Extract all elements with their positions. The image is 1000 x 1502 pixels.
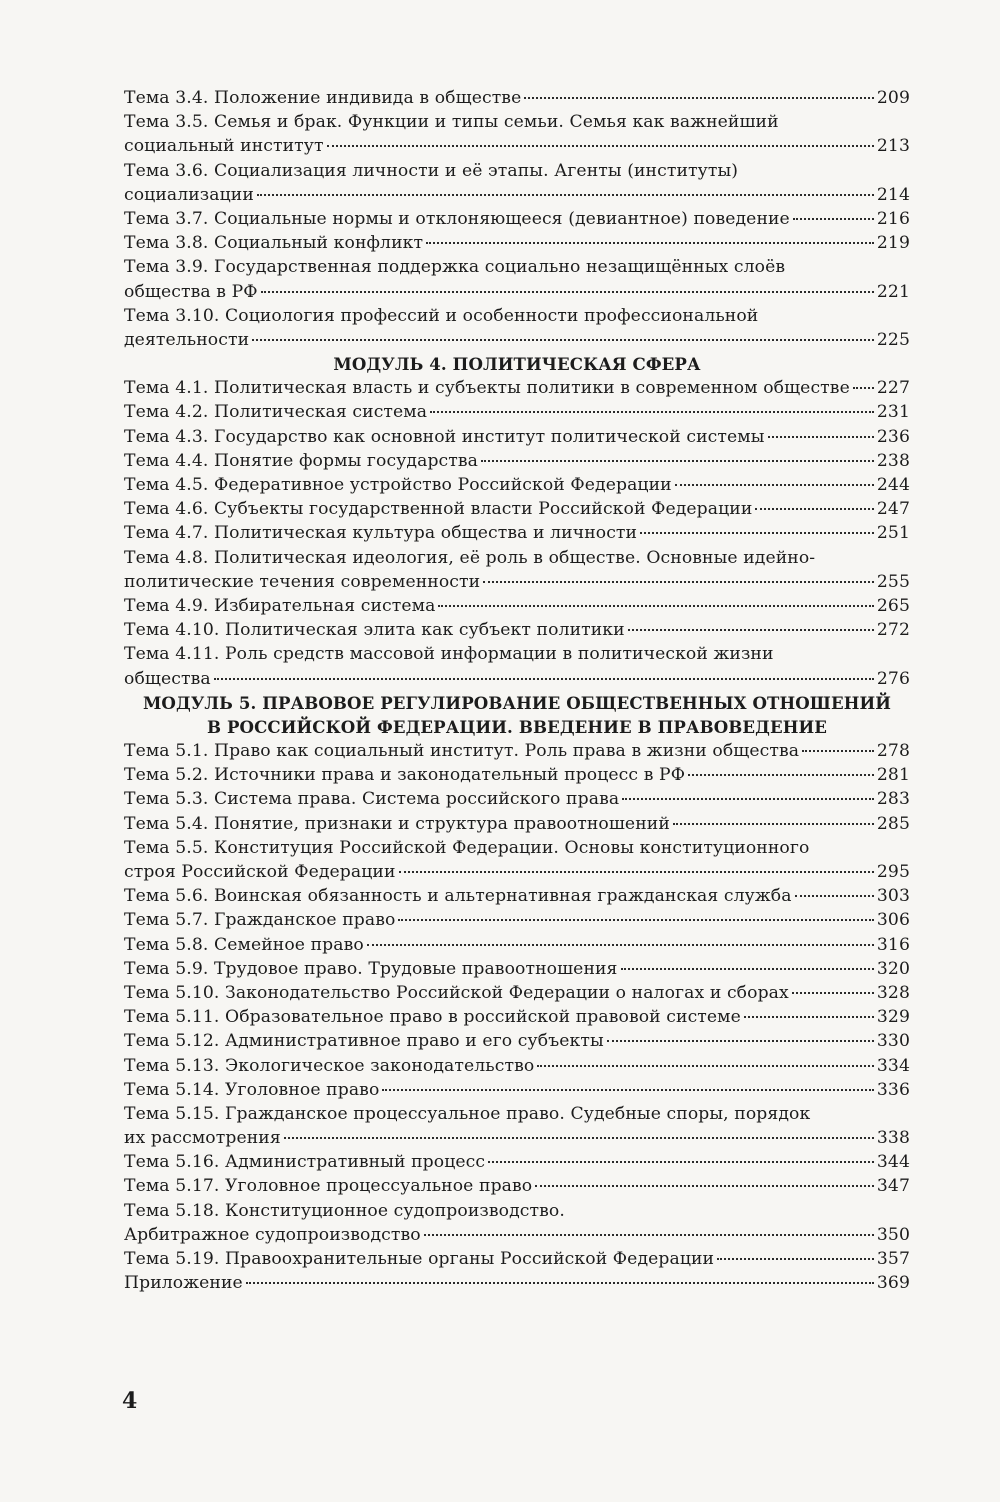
- toc-entry-title: Тема 3.7. Социальные нормы и отклоняющееся (девиантное) поведение: [124, 208, 790, 229]
- toc-entry: [124, 739, 910, 763]
- toc-entry-title: политические течения современности: [124, 571, 481, 592]
- toc-entry-title: Тема 4.6. Субъекты государственной власти Российской Федерации: [124, 499, 753, 520]
- toc-entry: [124, 594, 910, 618]
- toc-entry-line: Тема 3.6. Социализация личности и её этапы. Агенты (институты): [124, 160, 739, 181]
- toc-entry-page: 369: [876, 1273, 910, 1294]
- toc-entry-title: Тема 4.3. Государство как основной институт политической системы: [124, 426, 765, 447]
- dot-leader: [793, 218, 874, 220]
- dot-leader: [755, 508, 874, 510]
- toc-entry-page: 236: [876, 426, 910, 447]
- toc-entry: [124, 787, 910, 811]
- toc-entry: [124, 134, 910, 158]
- dot-leader: [284, 1137, 874, 1139]
- toc-entry: [124, 1150, 910, 1174]
- toc-entry-title: Тема 5.2. Источники права и законодательный процесс в РФ: [124, 765, 686, 786]
- dot-leader: [535, 1185, 874, 1187]
- toc-entry: [124, 1223, 910, 1247]
- toc-entry: [124, 933, 910, 957]
- toc-entry: [124, 449, 910, 473]
- toc-entry-page: 219: [876, 233, 910, 254]
- dot-leader: [261, 291, 874, 293]
- dot-leader: [382, 1089, 873, 1091]
- toc-entry-title: Тема 4.7. Политическая культура общества и личности: [124, 523, 638, 544]
- dot-leader: [675, 484, 874, 486]
- toc-entry: [124, 207, 910, 231]
- toc-entry-title: деятельности: [124, 329, 250, 350]
- toc-entry: [124, 860, 910, 884]
- toc-entry: [124, 981, 910, 1005]
- toc-entry-title: Арбитражное судопроизводство: [124, 1224, 421, 1245]
- toc-entry: [124, 908, 910, 932]
- dot-leader: [621, 968, 874, 970]
- dot-leader: [673, 823, 874, 825]
- toc-entry-title: Тема 5.9. Трудовое право. Трудовые правоотношения: [124, 958, 618, 979]
- toc-entry: [124, 618, 910, 642]
- dot-leader: [398, 919, 873, 921]
- toc-entry: [124, 1126, 910, 1150]
- toc-entry-page: 350: [876, 1224, 910, 1245]
- dot-leader: [802, 750, 874, 752]
- toc-entry-page: 216: [876, 208, 910, 229]
- table-of-contents: [124, 86, 910, 1295]
- toc-entry-title: Тема 4.1. Политическая власть и субъекты политики в современном обществе: [124, 378, 850, 399]
- toc-entry-title: Тема 4.10. Политическая элита как субъект политики: [124, 620, 625, 641]
- dot-leader: [688, 774, 874, 776]
- toc-entry-page: 295: [876, 862, 910, 882]
- toc-entry: [124, 667, 910, 691]
- toc-entry-page: 272: [876, 620, 910, 641]
- dot-leader: [537, 1065, 874, 1067]
- toc-entry: [124, 763, 910, 787]
- dot-leader: [424, 1234, 874, 1236]
- toc-entry-title: Тема 4.2. Политическая система: [124, 402, 428, 423]
- toc-entry-page: 244: [876, 475, 910, 495]
- toc-entry: [124, 425, 910, 449]
- toc-entry-page: 213: [876, 136, 910, 157]
- toc-entry-line: Тема 4.8. Политическая идеология, её роль в обществе. Основные идейно-: [124, 547, 816, 568]
- toc-entry: [124, 1054, 910, 1078]
- toc-entry: [124, 376, 910, 400]
- toc-entry-title: Тема 5.10. Законодательство Российской Федерации о налогах и сборах: [124, 982, 789, 1003]
- toc-entry-title: их рассмотрения: [124, 1128, 281, 1149]
- dot-leader: [792, 992, 874, 994]
- dot-leader: [481, 460, 874, 462]
- toc-entry: [124, 521, 910, 545]
- toc-entry-page: 214: [876, 184, 910, 205]
- toc-entry-page: 238: [876, 450, 910, 471]
- toc-entry-page: 306: [876, 910, 910, 931]
- toc-entry: [124, 570, 910, 594]
- toc-entry-title: социализации: [124, 184, 254, 205]
- toc-entry-title: общества: [124, 668, 211, 689]
- toc-entry-page: 221: [876, 281, 910, 302]
- dot-leader: [768, 436, 874, 438]
- dot-leader: [483, 581, 874, 583]
- toc-entry-title: Тема 5.6. Воинская обязанность и альтернативная гражданская служба: [124, 886, 792, 907]
- toc-entry-page: 251: [876, 523, 910, 544]
- toc-entry-title: Тема 5.3. Система права. Система российского права: [124, 789, 620, 810]
- toc-entry-title: Тема 5.4. Понятие, признаки и структура правоотношений: [124, 813, 670, 834]
- toc-entry-page: 334: [876, 1055, 910, 1076]
- toc-entry-page: 283: [876, 789, 910, 810]
- toc-entry: [124, 328, 910, 352]
- toc-entry-title: Тема 5.12. Административное право и его субъекты: [124, 1031, 604, 1052]
- toc-entry-title: Тема 3.4. Положение индивида в обществе: [124, 88, 522, 108]
- toc-entry-page: 281: [876, 765, 910, 786]
- toc-entry-page: 357: [876, 1249, 910, 1269]
- dot-leader: [214, 678, 874, 680]
- toc-entry-title: Тема 5.19. Правоохранительные органы Российской Федерации: [124, 1249, 715, 1269]
- dot-leader: [622, 798, 874, 800]
- toc-entry-page: 338: [876, 1128, 910, 1149]
- toc-entry-page: 285: [876, 813, 910, 834]
- dot-leader: [430, 411, 874, 413]
- toc-entry: [124, 1174, 910, 1198]
- toc-entry-page: 247: [876, 499, 910, 520]
- dot-leader: [438, 605, 873, 607]
- toc-entry-page: 320: [876, 958, 910, 979]
- dot-leader: [795, 895, 874, 897]
- toc-entry-page: 227: [876, 378, 910, 399]
- toc-entry: [124, 1247, 910, 1271]
- toc-entry-title: Тема 4.5. Федеративное устройство Российской Федерации: [124, 475, 672, 495]
- toc-entry: [124, 473, 910, 497]
- toc-entry-line: Тема 5.15. Гражданское процессуальное право. Судебные споры, порядок: [124, 1103, 811, 1124]
- module-heading: МОДУЛЬ 4. ПОЛИТИЧЕСКАЯ СФЕРА: [333, 354, 701, 375]
- dot-leader: [327, 145, 874, 147]
- dot-leader: [640, 532, 874, 534]
- toc-entry-title: социальный институт: [124, 136, 324, 157]
- toc-entry-page: 209: [876, 88, 910, 108]
- module-heading: В РОССИЙСКОЙ ФЕДЕРАЦИИ. ВВЕДЕНИЕ В ПРАВОВЕДЕНИЕ: [206, 716, 828, 737]
- toc-entry-title: строя Российской Федерации: [124, 862, 396, 882]
- toc-entry-line: Тема 5.5. Конституция Российской Федерации. Основы конституционного: [124, 837, 810, 858]
- toc-entry: [124, 400, 910, 424]
- dot-leader: [628, 629, 874, 631]
- toc-entry: [124, 1005, 910, 1029]
- toc-entry-title: Тема 5.1. Право как социальный институт. Роль права в жизни общества: [124, 741, 800, 762]
- toc-entry-line: Тема 5.18. Конституционное судопроизводство.: [124, 1200, 565, 1221]
- toc-entry-title: Тема 4.9. Избирательная система: [124, 595, 436, 616]
- toc-entry-page: 330: [876, 1031, 910, 1052]
- toc-entry-title: Тема 5.14. Уголовное право: [124, 1079, 380, 1100]
- dot-leader: [367, 944, 874, 946]
- toc-entry-title: Тема 5.16. Административный процесс: [124, 1152, 486, 1173]
- dot-leader: [257, 194, 874, 196]
- toc-entry-page: 278: [876, 741, 910, 762]
- toc-entry-title: общества в РФ: [124, 281, 258, 302]
- toc-entry-title: Тема 5.17. Уголовное процессуальное право: [124, 1176, 533, 1197]
- dot-leader: [717, 1258, 874, 1260]
- toc-entry-line: Тема 4.11. Роль средств массовой информации в политической жизни: [124, 644, 774, 665]
- toc-entry-title: Тема 5.8. Семейное право: [124, 934, 364, 955]
- toc-entry-title: Тема 3.8. Социальный конфликт: [124, 233, 424, 254]
- toc-entry-page: 265: [876, 595, 910, 616]
- toc-entry-page: 316: [876, 934, 910, 955]
- dot-leader: [853, 387, 874, 389]
- dot-leader: [524, 97, 874, 99]
- toc-entry: [124, 280, 910, 304]
- module-heading: МОДУЛЬ 5. ПРАВОВОЕ РЕГУЛИРОВАНИЕ ОБЩЕСТВЕННЫХ ОТНОШЕНИЙ: [142, 692, 892, 713]
- toc-entry-page: 276: [876, 668, 910, 689]
- toc-entry-page: 255: [876, 571, 910, 592]
- toc-entry-page: 231: [876, 402, 910, 423]
- toc-entry: [124, 183, 910, 207]
- toc-entry-title: Тема 5.13. Экологическое законодательство: [124, 1055, 535, 1076]
- toc-entry: [124, 86, 910, 110]
- toc-entry-page: 328: [876, 982, 910, 1003]
- toc-entry: [124, 1271, 910, 1295]
- toc-entry-page: 336: [876, 1079, 910, 1100]
- dot-leader: [399, 871, 874, 873]
- toc-entry: [124, 884, 910, 908]
- toc-entry-line: Тема 3.5. Семья и брак. Функции и типы семьи. Семья как важнейший: [124, 112, 779, 133]
- toc-entry-title: Тема 5.11. Образовательное право в российской правовой системе: [124, 1007, 741, 1028]
- toc-entry-page: 303: [876, 886, 910, 907]
- toc-entry-page: 329: [876, 1007, 910, 1028]
- dot-leader: [246, 1282, 874, 1284]
- toc-entry-title: Тема 5.7. Гражданское право: [124, 910, 396, 931]
- toc-entry-line: Тема 3.9. Государственная поддержка социально незащищённых слоёв: [124, 257, 786, 278]
- toc-entry-line: Тема 3.10. Социология профессий и особенности профессиональной: [124, 305, 759, 326]
- toc-entry-page: 347: [876, 1176, 910, 1197]
- dot-leader: [252, 339, 874, 341]
- page-number: 4: [122, 1388, 138, 1414]
- toc-entry-title: Приложение: [124, 1273, 243, 1294]
- toc-entry: [124, 231, 910, 255]
- toc-entry: [124, 957, 910, 981]
- toc-entry: [124, 812, 910, 836]
- dot-leader: [607, 1040, 874, 1042]
- toc-entry-page: 344: [876, 1152, 910, 1173]
- dot-leader: [426, 242, 874, 244]
- dot-leader: [744, 1016, 874, 1018]
- toc-entry-title: Тема 4.4. Понятие формы государства: [124, 450, 479, 471]
- toc-entry: [124, 1029, 910, 1053]
- toc-entry: [124, 497, 910, 521]
- toc-entry-page: 225: [876, 329, 910, 350]
- toc-entry: [124, 1078, 910, 1102]
- dot-leader: [488, 1161, 874, 1163]
